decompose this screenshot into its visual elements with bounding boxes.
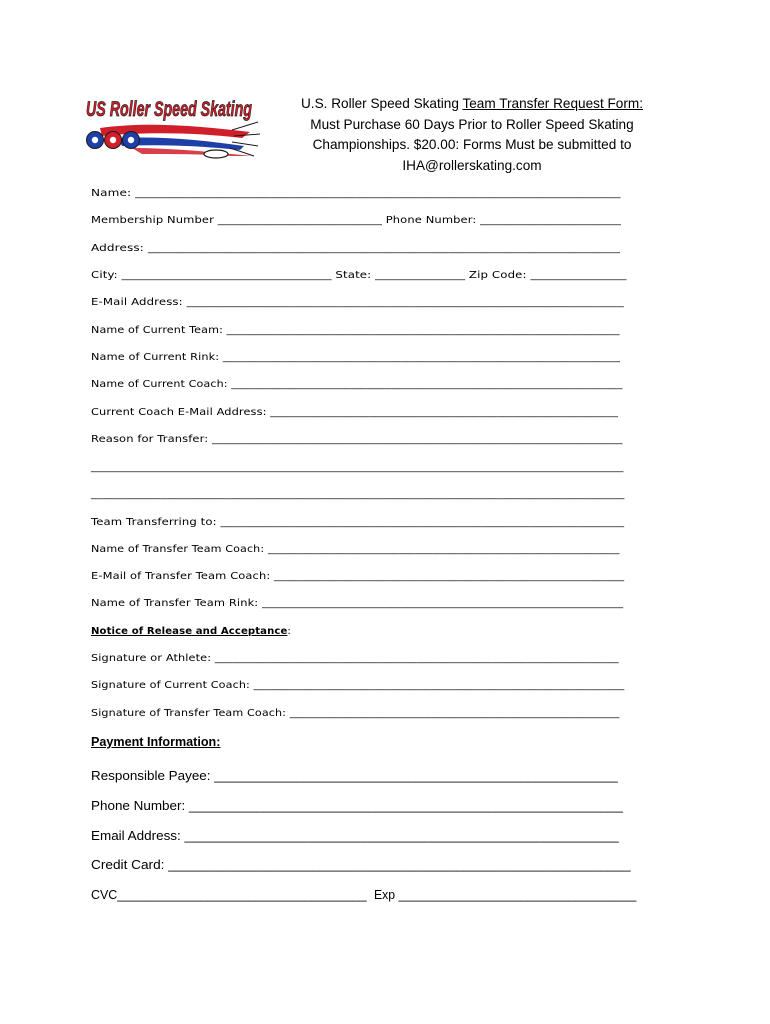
reason-line-3[interactable]: ____________________________________________________________________________________ [91, 489, 625, 500]
transfer-team-coach-field[interactable]: Name of Transfer Team Coach: ______________________________________________________________ [91, 544, 620, 555]
payee-field[interactable]: Responsible Payee: ______________________________________________________ [91, 769, 618, 783]
notice-heading-colon: : [287, 626, 291, 637]
credit-card-field[interactable]: Credit Card: _____________________________________________________________ [91, 858, 631, 872]
current-rink-field[interactable]: Name of Current Rink: _____________________________________________________________________ [91, 352, 621, 363]
current-coach-signature-field[interactable]: Signature of Current Coach: _________________________________________________________________ [91, 680, 625, 691]
title-line-3: Championships. $20.00: Forms Must be submitted to [312, 137, 632, 152]
title-line-2: Must Purchase 60 Days Prior to Roller Speed Skating [310, 116, 634, 132]
transfer-coach-signature-field[interactable]: Signature of Transfer Team Coach: __________________________________________________________ [91, 708, 620, 719]
payment-phone-field[interactable]: Phone Number: __________________________________________________________ [91, 799, 623, 813]
exp-field[interactable]: Exp ___________________________________ [374, 888, 637, 902]
submission-email-link[interactable]: IHA@rollerskating.com [402, 157, 542, 173]
roller-skate-logo-icon [82, 92, 262, 164]
svg-text:US Roller Speed Skating: US Roller Speed Skating [86, 98, 253, 121]
athlete-signature-field[interactable]: Signature or Athlete: ______________________________________________________________________ [91, 653, 619, 664]
team-transferring-to-field[interactable]: Team Transferring to: ____________________________________________________________________ [91, 517, 625, 528]
transfer-coach-email-field[interactable]: E-Mail of Transfer Team Coach: ____________________________________________________________ [91, 571, 625, 582]
address-field[interactable]: Address: _____________________________________________________________________________ [91, 243, 621, 254]
title-lead: U.S. Roller Speed Skating [300, 96, 463, 111]
current-coach-field[interactable]: Name of Current Coach: _____________________________________________________________________ [91, 379, 623, 390]
current-team-field[interactable]: Name of Current Team: _____________________________________________________________________ [91, 325, 620, 336]
payment-heading: Payment Information: [91, 735, 221, 749]
name-field[interactable]: Name: _______________________________________________________________________________ [91, 188, 621, 199]
form-title [290, 94, 654, 176]
membership-phone-field[interactable]: Membership Number ____________________________ Phone Number: ________________________ [91, 215, 621, 226]
city-state-zip-field[interactable]: City: ___________________________________ State: _______________ Zip Code: ________________ [91, 270, 627, 281]
notice-heading-text: Notice of Release and Acceptance [91, 626, 288, 637]
email-field[interactable]: E-Mail Address: _________________________________________________________________________ [91, 297, 624, 308]
current-coach-email-field[interactable]: Current Coach E-Mail Address: ____________________________________________________________ [91, 407, 619, 418]
notice-heading [91, 625, 291, 639]
transfer-team-rink-field[interactable]: Name of Transfer Team Rink: ______________________________________________________________ [91, 598, 624, 609]
title-underlined: Team Transfer Request Form: [462, 96, 643, 111]
reason-line-2[interactable]: ____________________________________________________________________________________ [91, 462, 624, 473]
cvc-field[interactable]: CVC____________________________________ [91, 888, 367, 902]
payment-email-field[interactable]: Email Address: __________________________________________________________ [91, 829, 619, 843]
reason-field[interactable]: Reason for Transfer: ______________________________________________________________________ [91, 434, 623, 445]
logo [82, 92, 262, 164]
